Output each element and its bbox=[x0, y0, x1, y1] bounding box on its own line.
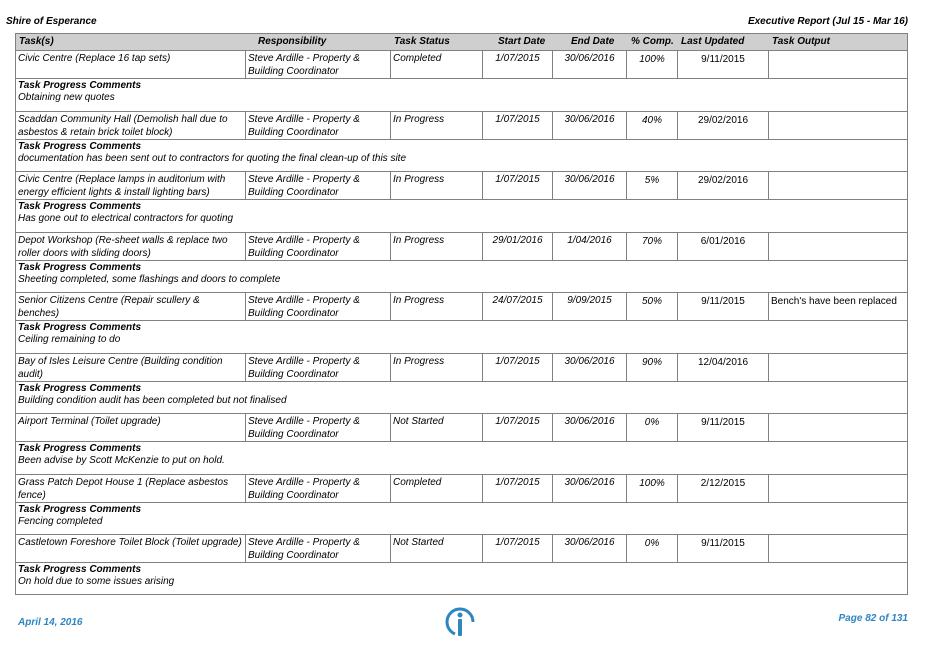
task-progress-comment bbox=[16, 200, 907, 226]
responsibility-cell: Steve Ardille - Property & Building Coordinator bbox=[245, 293, 391, 320]
report-title: Executive Report (Jul 15 - Mar 16) bbox=[747, 16, 908, 27]
task-output-cell bbox=[769, 172, 909, 199]
last-updated-cell: 2/12/2015 bbox=[678, 475, 769, 502]
col-last-updated: Last Updated bbox=[681, 36, 745, 47]
comment-text: documentation has been sent out to contractors for quoting the final clean-up of this site bbox=[18, 152, 407, 164]
percent-complete-cell: 70% bbox=[627, 233, 678, 260]
task-status-cell: In Progress bbox=[391, 233, 483, 260]
start-date-cell: 24/07/2015 bbox=[483, 293, 553, 320]
responsibility-cell: Steve Ardille - Property & Building Coordinator bbox=[245, 51, 391, 78]
comment-label: Task Progress Comments bbox=[18, 443, 142, 454]
task-output-cell: Bench's have been replaced bbox=[771, 296, 897, 307]
col-status: Task Status bbox=[394, 36, 450, 47]
responsibility-cell: Steve Ardille - Property & Building Coordinator bbox=[245, 414, 391, 441]
task-status-cell: In Progress bbox=[391, 293, 483, 320]
task-output-cell bbox=[769, 112, 909, 139]
comment-text: Fencing completed bbox=[18, 515, 103, 527]
task-output-cell bbox=[769, 233, 909, 260]
percent-complete-cell: 100% bbox=[627, 475, 678, 502]
col-percent-complete: % Comp. bbox=[631, 36, 674, 47]
task-status-cell: Not Started bbox=[391, 535, 483, 562]
comment-text: Sheeting completed, some flashings and doors to complete bbox=[18, 273, 281, 285]
col-end-date: End Date bbox=[571, 36, 615, 47]
comment-label: Task Progress Comments bbox=[18, 201, 142, 212]
task-progress-comment bbox=[16, 382, 907, 408]
last-updated-cell: 9/11/2015 bbox=[678, 51, 769, 78]
start-date-cell: 1/07/2015 bbox=[483, 51, 553, 78]
start-date-cell: 1/07/2015 bbox=[483, 535, 553, 562]
last-updated-cell: 29/02/2016 bbox=[678, 172, 769, 199]
table-row bbox=[16, 233, 907, 261]
percent-complete-cell: 0% bbox=[627, 414, 678, 441]
percent-complete-cell: 50% bbox=[627, 293, 678, 320]
percent-complete-cell: 100% bbox=[627, 51, 678, 78]
responsibility-cell: Steve Ardille - Property & Building Coordinator bbox=[245, 172, 391, 199]
task-output-cell bbox=[769, 354, 909, 381]
task-name-cell: Scaddan Community Hall (Demolish hall due to asbestos & retain brick toilet block) bbox=[16, 112, 246, 139]
task-output-cell bbox=[769, 475, 909, 502]
start-date-cell: 1/07/2015 bbox=[483, 172, 553, 199]
table-row bbox=[16, 51, 907, 79]
col-task-output: Task Output bbox=[772, 36, 830, 47]
task-block bbox=[15, 112, 908, 173]
task-name-cell: Airport Terminal (Toilet upgrade) bbox=[16, 414, 246, 441]
last-updated-cell: 9/11/2015 bbox=[678, 535, 769, 562]
responsibility-cell: Steve Ardille - Property & Building Coordinator bbox=[245, 535, 391, 562]
task-name-cell: Depot Workshop (Re-sheet walls & replace two roller doors with sliding doors) bbox=[16, 233, 246, 260]
last-updated-cell: 9/11/2015 bbox=[678, 414, 769, 441]
end-date-cell: 9/09/2015 bbox=[553, 293, 627, 320]
comment-text: On hold due to some issues arising bbox=[18, 576, 175, 587]
comment-label: Task Progress Comments bbox=[18, 503, 142, 515]
task-name-cell: Civic Centre (Replace lamps in auditorium with energy efficient lights & install lighting bars) bbox=[16, 172, 246, 199]
comment-text: Been advise by Scott McKenzie to put on hold. bbox=[18, 455, 225, 466]
responsibility-cell: Steve Ardille - Property & Building Coordinator bbox=[245, 112, 391, 139]
end-date-cell: 30/06/2016 bbox=[553, 51, 627, 78]
task-progress-comment bbox=[16, 503, 907, 529]
comment-label: Task Progress Comments bbox=[18, 261, 142, 273]
comment-label: Task Progress Comments bbox=[18, 564, 142, 575]
organisation-name: Shire of Esperance bbox=[6, 16, 97, 27]
comment-text: Has gone out to electrical contractors for quoting bbox=[18, 213, 234, 224]
responsibility-cell: Steve Ardille - Property & Building Coordinator bbox=[245, 354, 391, 381]
table-header bbox=[15, 33, 908, 51]
comment-text: Building condition audit has been completed but not finalised bbox=[18, 394, 287, 406]
task-status-cell: Not Started bbox=[391, 414, 483, 441]
table-row bbox=[16, 535, 907, 563]
percent-complete-cell: 5% bbox=[627, 172, 678, 199]
task-name-cell: Grass Patch Depot House 1 (Replace asbestos fence) bbox=[16, 475, 246, 502]
last-updated-cell: 12/04/2016 bbox=[678, 354, 769, 381]
percent-complete-cell: 40% bbox=[627, 112, 678, 139]
task-progress-comment bbox=[16, 563, 907, 589]
task-block bbox=[15, 354, 908, 415]
task-name-cell: Castletown Foreshore Toilet Block (Toilet upgrade) bbox=[16, 535, 246, 562]
report-date: April 14, 2016 bbox=[18, 617, 83, 628]
comment-label: Task Progress Comments bbox=[18, 382, 142, 394]
page-number: Page 82 of 131 bbox=[838, 613, 908, 624]
col-responsibility: Responsibility bbox=[258, 36, 327, 47]
task-status-cell: In Progress bbox=[391, 354, 483, 381]
task-progress-comment bbox=[16, 140, 907, 166]
task-progress-comment bbox=[16, 79, 907, 105]
task-progress-comment bbox=[16, 321, 907, 347]
end-date-cell: 30/06/2016 bbox=[553, 354, 627, 381]
task-block bbox=[15, 475, 908, 536]
col-start-date: Start Date bbox=[498, 36, 546, 47]
percent-complete-cell: 90% bbox=[627, 354, 678, 381]
task-status-cell: Completed bbox=[391, 475, 483, 502]
task-block bbox=[15, 51, 908, 112]
task-block bbox=[15, 233, 908, 294]
task-block bbox=[15, 535, 908, 595]
end-date-cell: 30/06/2016 bbox=[553, 475, 627, 502]
start-date-cell: 1/07/2015 bbox=[483, 354, 553, 381]
last-updated-cell: 29/02/2016 bbox=[678, 112, 769, 139]
table-row bbox=[16, 475, 907, 503]
task-output-cell bbox=[769, 535, 909, 562]
task-progress-comment bbox=[16, 261, 907, 287]
end-date-cell: 1/04/2016 bbox=[553, 233, 627, 260]
start-date-cell: 1/07/2015 bbox=[483, 112, 553, 139]
end-date-cell: 30/06/2016 bbox=[553, 172, 627, 199]
table-row bbox=[16, 414, 907, 442]
task-block bbox=[15, 293, 908, 354]
task-table bbox=[15, 33, 908, 595]
task-name-cell: Bay of Isles Leisure Centre (Building condition audit) bbox=[16, 354, 246, 381]
last-updated-cell: 9/11/2015 bbox=[678, 293, 769, 320]
table-row bbox=[16, 293, 907, 321]
start-date-cell: 1/07/2015 bbox=[483, 414, 553, 441]
task-output-cell bbox=[769, 51, 909, 78]
task-block bbox=[15, 172, 908, 233]
task-progress-comment bbox=[16, 442, 907, 468]
comment-label: Task Progress Comments bbox=[18, 80, 142, 91]
task-output-cell bbox=[769, 414, 909, 441]
end-date-cell: 30/06/2016 bbox=[553, 112, 627, 139]
comment-label: Task Progress Comments bbox=[18, 140, 142, 152]
task-status-cell: In Progress bbox=[391, 172, 483, 199]
table-row bbox=[16, 354, 907, 382]
comment-label: Task Progress Comments bbox=[18, 322, 142, 333]
info-i-logo-icon bbox=[441, 606, 479, 638]
task-status-cell: Completed bbox=[391, 51, 483, 78]
end-date-cell: 30/06/2016 bbox=[553, 535, 627, 562]
task-status-cell: In Progress bbox=[391, 112, 483, 139]
table-row bbox=[16, 112, 907, 140]
table-row bbox=[16, 172, 907, 200]
responsibility-cell: Steve Ardille - Property & Building Coordinator bbox=[245, 475, 391, 502]
start-date-cell: 1/07/2015 bbox=[483, 475, 553, 502]
start-date-cell: 29/01/2016 bbox=[483, 233, 553, 260]
comment-text: Obtaining new quotes bbox=[18, 92, 115, 103]
percent-complete-cell: 0% bbox=[627, 535, 678, 562]
task-name-cell: Senior Citizens Centre (Repair scullery & benches) bbox=[16, 293, 246, 320]
end-date-cell: 30/06/2016 bbox=[553, 414, 627, 441]
task-name-cell: Civic Centre (Replace 16 tap sets) bbox=[16, 51, 246, 78]
col-task: Task(s) bbox=[19, 36, 54, 47]
task-block bbox=[15, 414, 908, 475]
last-updated-cell: 6/01/2016 bbox=[678, 233, 769, 260]
responsibility-cell: Steve Ardille - Property & Building Coordinator bbox=[245, 233, 391, 260]
comment-text: Ceiling remaining to do bbox=[18, 334, 121, 345]
